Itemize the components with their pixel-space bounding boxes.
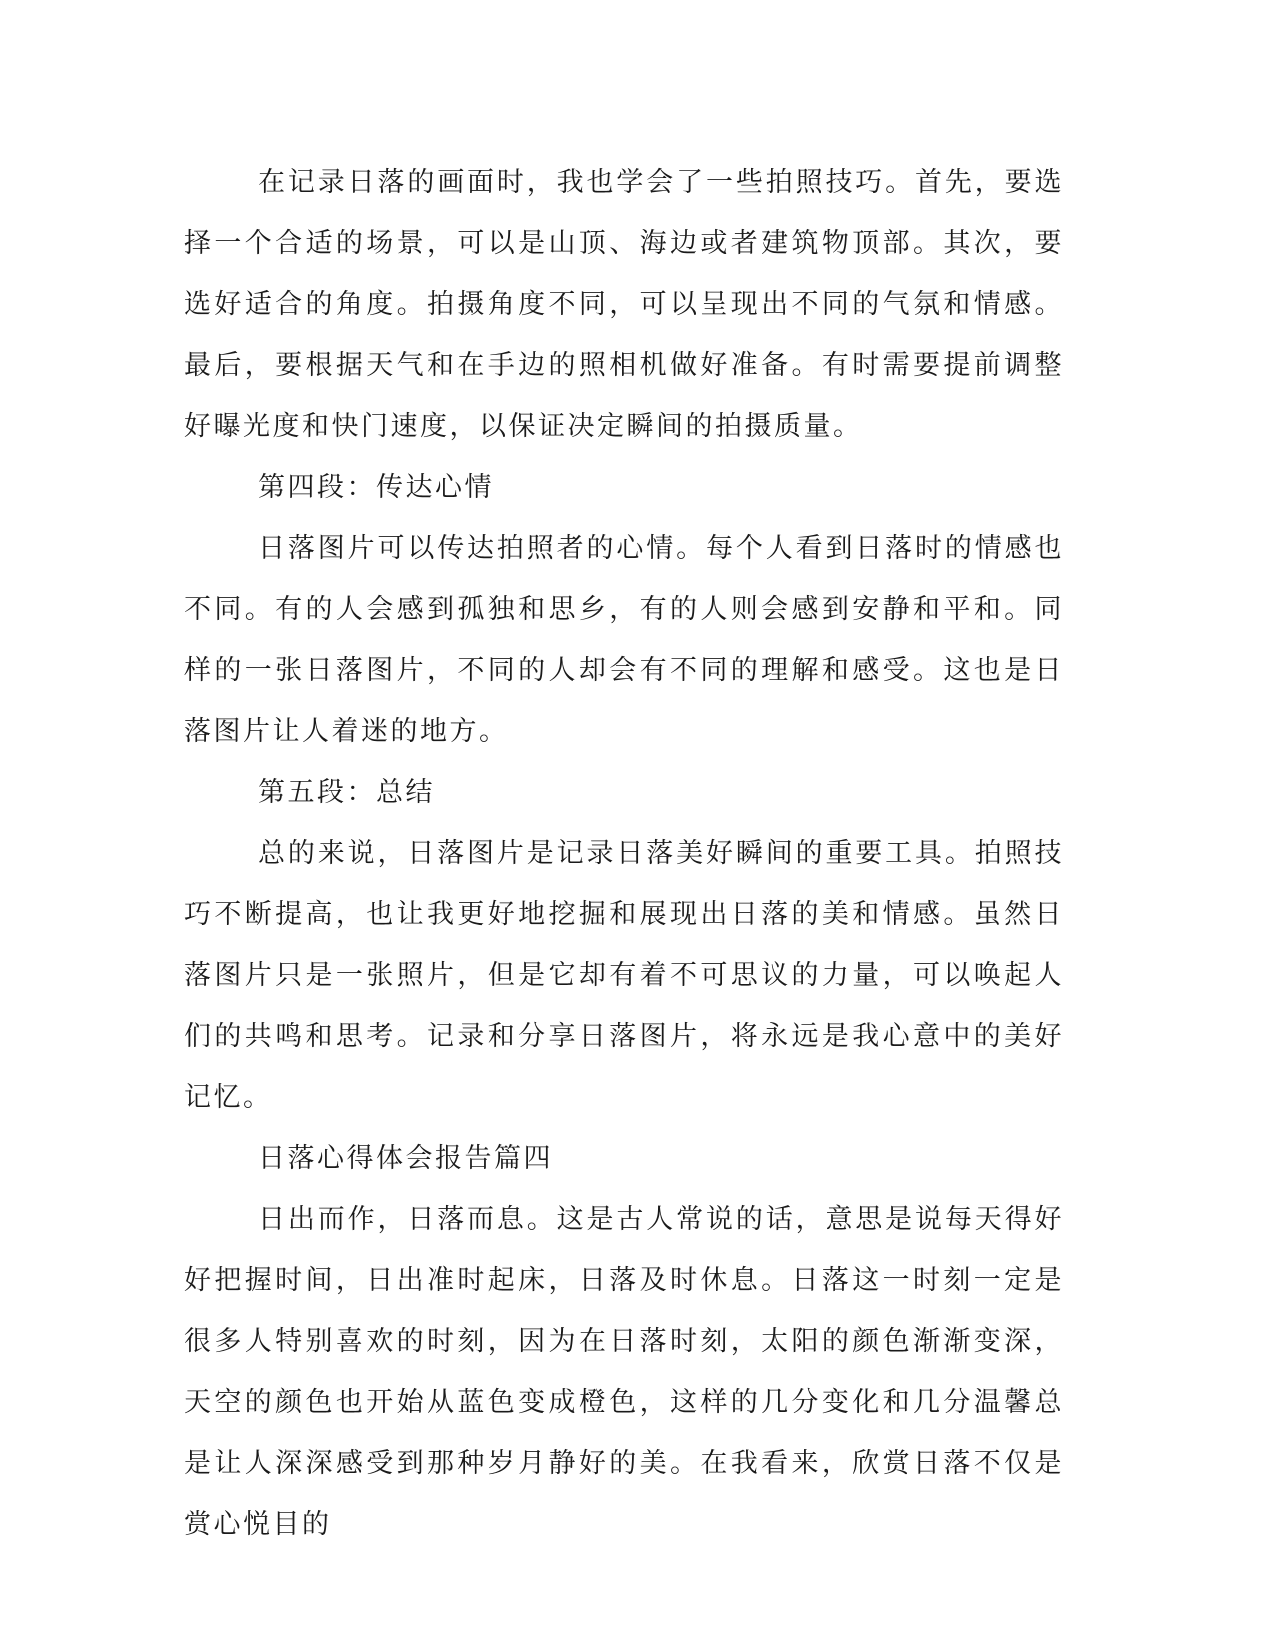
paragraph-sunrise-sunset: 日出而作，日落而息。这是古人常说的话，意思是说每天得好好把握时间，日出准时起床，日落及时休息。日落这一时刻一定是很多人特别喜欢的时刻，因为在日落时刻，太阳的颜色渐渐变深，天空的颜色也开始从蓝色变成橙色，这样的几分变化和几分温馨总是让人深深感受到那种岁月静好的美。在我看来，欣赏日落不仅是赏心悦目的 (184, 1204, 1064, 1540)
section-heading-4: 第四段：传达心情 (258, 472, 494, 503)
report-title-part-4: 日落心得体会报告篇四 (258, 1143, 553, 1174)
section-heading-5: 第五段：总结 (258, 777, 435, 808)
paragraph-photo-tips: 在记录日落的画面时，我也学会了一些拍照技巧。首先，要选择一个合适的场景，可以是山顶、海边或者建筑物顶部。其次，要选好适合的角度。拍摄角度不同，可以呈现出不同的气氛和情感。最后，要根据天气和在手边的照相机做好准备。有时需要提前调整好曝光度和快门速度，以保证决定瞬间的拍摄质量。 (184, 167, 1064, 442)
paragraph-summary: 总的来说，日落图片是记录日落美好瞬间的重要工具。拍照技巧不断提高，也让我更好地挖掘和展现出日落的美和情感。虽然日落图片只是一张照片，但是它却有着不可思议的力量，可以唤起人们的共鸣和思考。记录和分享日落图片，将永远是我心意中的美好记忆。 (184, 838, 1064, 1113)
paragraph-convey-mood: 日落图片可以传达拍照者的心情。每个人看到日落时的情感也不同。有的人会感到孤独和思乡，有的人则会感到安静和平和。同样的一张日落图片，不同的人却会有不同的理解和感受。这也是日落图片让人着迷的地方。 (184, 533, 1064, 747)
document-body (184, 152, 1064, 1555)
